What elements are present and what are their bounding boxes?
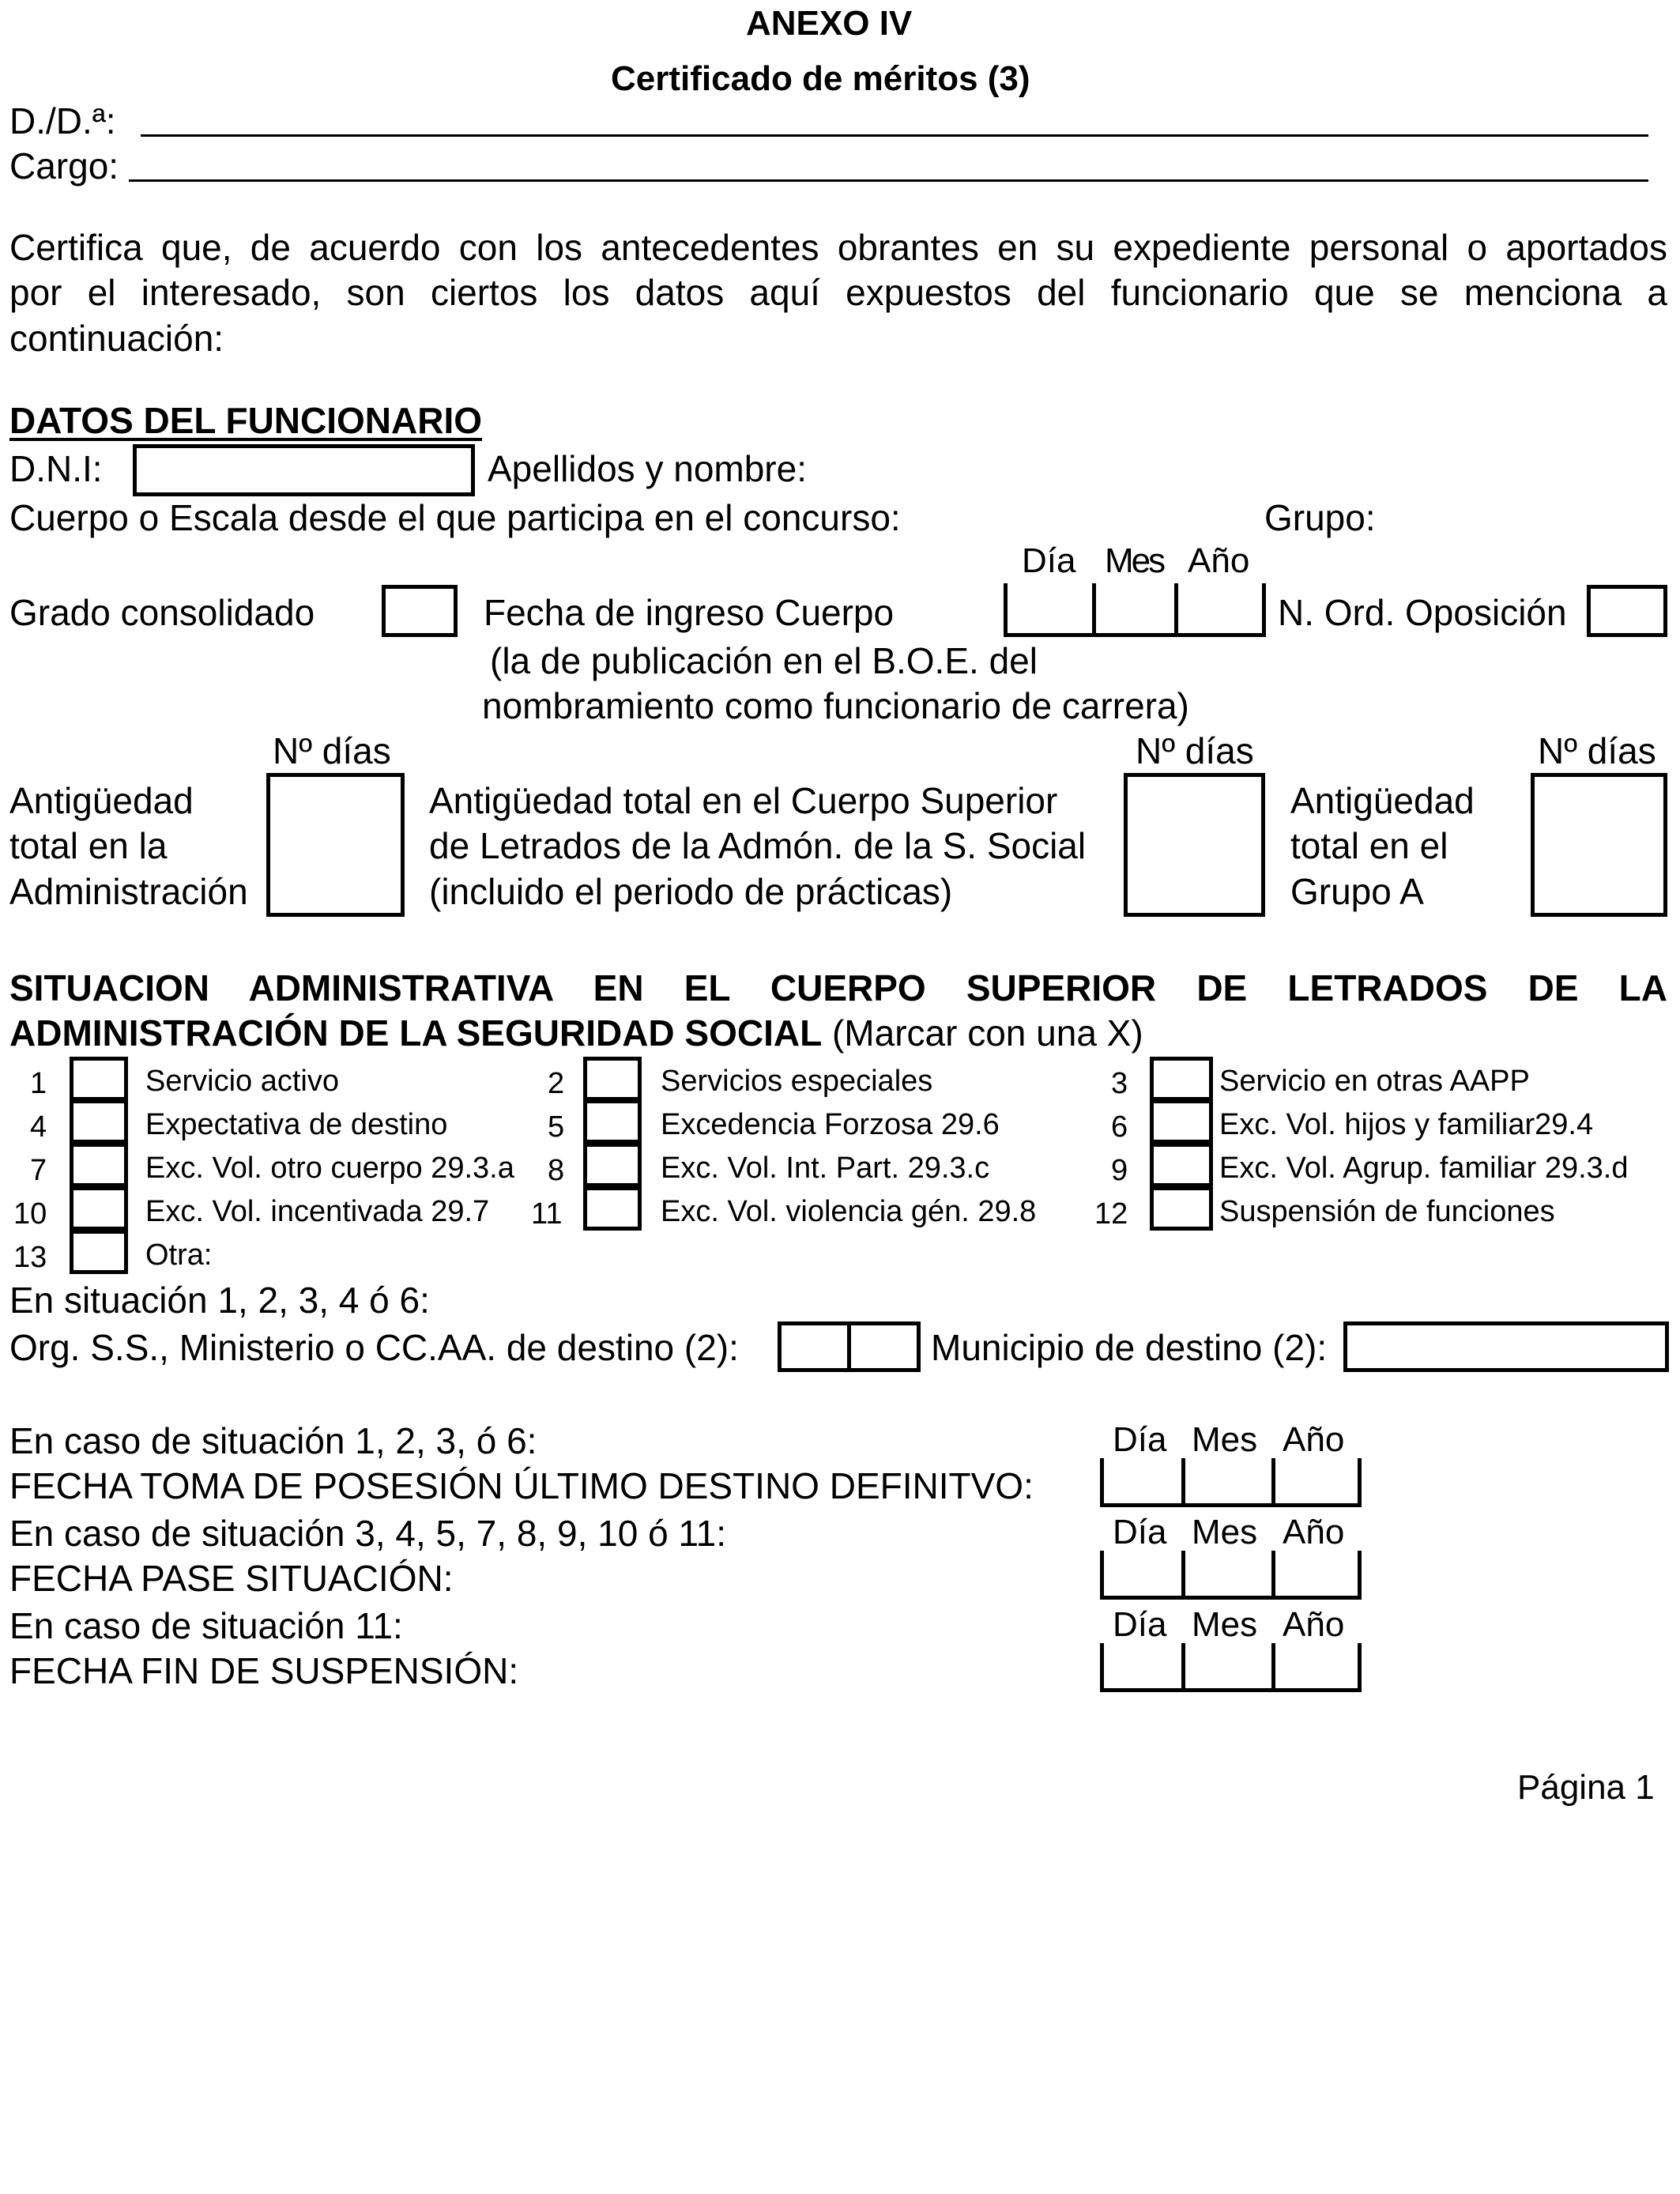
antig-admin-label-2: total en la xyxy=(9,825,168,866)
apellidos-label: Apellidos y nombre: xyxy=(488,448,807,489)
caso1-label: En caso de situación 1, 2, 3, ó 6: xyxy=(9,1420,537,1461)
fecha-ingreso-note-2: nombramiento como funcionario de carrera) xyxy=(482,685,1189,726)
dni-label: D.N.I: xyxy=(9,448,103,489)
option-checkbox-11[interactable] xyxy=(583,1186,642,1231)
option-checkbox-8[interactable] xyxy=(583,1143,642,1187)
caso3-anio-label: Año xyxy=(1283,1605,1345,1644)
caso2-label: En caso de situación 3, 4, 5, 7, 8, 9, 10 ó 11: xyxy=(9,1513,726,1554)
org-label: Org. S.S., Ministerio o CC.AA. de destino (2): xyxy=(9,1327,739,1368)
caso2-field-label: FECHA PASE SITUACIÓN: xyxy=(9,1558,454,1599)
intro-line-2: por el interesado, son ciertos los datos aquí expuestos del funcionario que se menciona a xyxy=(9,272,1667,313)
option-checkbox-10[interactable] xyxy=(70,1186,128,1231)
option-num-5: 5 xyxy=(548,1110,565,1144)
intro-line-1: Certifica que, de acuerdo con los antecedentes obrantes en su expediente personal o aportados xyxy=(9,227,1667,268)
caso1-mes-label: Mes xyxy=(1192,1420,1258,1459)
option-label-8: Exc. Vol. Int. Part. 29.3.c xyxy=(661,1152,990,1185)
situacion-heading-2: ADMINISTRACIÓN DE LA SEGURIDAD SOCIAL xyxy=(9,1012,823,1054)
option-checkbox-2[interactable] xyxy=(583,1057,642,1101)
caso2-mes-label: Mes xyxy=(1192,1513,1258,1551)
antig-admin-label-3: Administración xyxy=(9,871,248,912)
nord-field[interactable] xyxy=(1587,585,1667,637)
nord-label: N. Ord. Oposición xyxy=(1278,592,1567,633)
option-label-1: Servicio activo xyxy=(145,1065,339,1098)
cuerpo-label: Cuerpo o Escala desde el que participa en el concurso: xyxy=(9,497,901,538)
page-number: Página 1 xyxy=(1517,1768,1655,1807)
ingreso-anio-label: Año xyxy=(1188,541,1250,580)
caso2-dia-label: Día xyxy=(1113,1513,1167,1551)
grupo-label: Grupo: xyxy=(1264,497,1376,538)
grado-field[interactable] xyxy=(382,585,458,637)
antig-grupo-label-2: total en el xyxy=(1290,825,1448,866)
antig-cuerpo-label-1: Antigüedad total en el Cuerpo Superior xyxy=(429,780,1058,821)
antig-admin-field[interactable] xyxy=(266,773,405,917)
fecha-ingreso-note-1: (la de publicación en el B.O.E. del xyxy=(490,640,1038,681)
grado-label: Grado consolidado xyxy=(9,592,315,633)
municipio-field[interactable] xyxy=(1343,1321,1669,1372)
page-title: ANEXO IV xyxy=(746,4,913,43)
datos-heading: DATOS DEL FUNCIONARIO xyxy=(9,400,483,441)
option-checkbox-12[interactable] xyxy=(1150,1186,1213,1231)
option-label-10: Exc. Vol. incentivada 29.7 xyxy=(145,1195,490,1228)
option-num-9: 9 xyxy=(1111,1154,1128,1187)
caso1-field-label: FECHA TOMA DE POSESIÓN ÚLTIMO DESTINO DEFINITVO: xyxy=(9,1465,1034,1506)
option-label-4: Expectativa de destino xyxy=(145,1108,448,1141)
option-num-3: 3 xyxy=(1111,1067,1128,1100)
caso1-dia-label: Día xyxy=(1113,1420,1167,1459)
option-label-5: Excedencia Forzosa 29.6 xyxy=(661,1108,1000,1141)
option-checkbox-6[interactable] xyxy=(1150,1099,1213,1144)
caso3-field-label: FECHA FIN DE SUSPENSIÓN: xyxy=(9,1650,519,1691)
ndias-admin-label: Nº días xyxy=(273,730,391,771)
situacion-heading-2-wrap xyxy=(9,1012,1143,1054)
name-label: D./D.ª: xyxy=(9,100,116,141)
option-num-1: 1 xyxy=(30,1067,47,1100)
antig-cuerpo-label-3: (incluido el periodo de prácticas) xyxy=(429,871,953,912)
name-field[interactable] xyxy=(141,134,1648,137)
option-num-7: 7 xyxy=(30,1154,47,1187)
antig-cuerpo-field[interactable] xyxy=(1124,773,1265,917)
ndias-cuerpo-label: Nº días xyxy=(1136,730,1254,771)
option-checkbox-9[interactable] xyxy=(1150,1143,1213,1187)
option-num-13: 13 xyxy=(13,1241,47,1274)
option-num-2: 2 xyxy=(548,1067,565,1100)
option-label-2: Servicios especiales xyxy=(661,1065,933,1098)
antig-grupo-field[interactable] xyxy=(1531,773,1667,917)
situacion-heading-1: SITUACION ADMINISTRATIVA EN EL CUERPO SUPERIOR DE LETRADOS DE LA xyxy=(9,967,1667,1008)
option-label-12: Suspensión de funciones xyxy=(1219,1195,1555,1228)
option-checkbox-3[interactable] xyxy=(1150,1057,1213,1101)
cargo-label: Cargo: xyxy=(9,145,119,187)
option-num-10: 10 xyxy=(13,1197,47,1231)
option-checkbox-7[interactable] xyxy=(70,1143,128,1187)
intro-line-3: continuación: xyxy=(9,318,224,359)
caso3-label: En caso de situación 11: xyxy=(9,1605,403,1646)
caso3-dia-label: Día xyxy=(1113,1605,1167,1644)
caso3-mes-label: Mes xyxy=(1192,1605,1258,1644)
option-checkbox-5[interactable] xyxy=(583,1099,642,1144)
org-field-divider xyxy=(847,1321,851,1372)
cargo-field[interactable] xyxy=(129,179,1648,182)
option-num-4: 4 xyxy=(30,1110,47,1144)
antig-grupo-label-3: Grupo A xyxy=(1290,871,1424,912)
municipio-label: Municipio de destino (2): xyxy=(931,1327,1328,1368)
option-label-11: Exc. Vol. violencia gén. 29.8 xyxy=(661,1195,1037,1228)
option-num-12: 12 xyxy=(1094,1197,1128,1231)
antig-grupo-label-1: Antigüedad xyxy=(1290,780,1475,821)
option-num-11: 11 xyxy=(531,1197,563,1231)
option-label-3: Servicio en otras AAPP xyxy=(1219,1065,1530,1098)
page-subtitle: Certificado de méritos (3) xyxy=(611,59,1030,98)
option-num-6: 6 xyxy=(1111,1110,1128,1144)
option-checkbox-13[interactable] xyxy=(70,1230,128,1274)
situacion-heading-note: (Marcar con una X) xyxy=(822,1012,1143,1054)
ndias-grupo-label: Nº días xyxy=(1538,730,1656,771)
option-label-13: Otra: xyxy=(145,1238,213,1272)
fecha-ingreso-label: Fecha de ingreso Cuerpo xyxy=(484,592,895,633)
caso1-anio-label: Año xyxy=(1283,1420,1345,1459)
option-num-8: 8 xyxy=(548,1154,565,1187)
option-checkbox-1[interactable] xyxy=(70,1057,128,1101)
en-situacion-label: En situación 1, 2, 3, 4 ó 6: xyxy=(9,1280,430,1321)
caso2-anio-label: Año xyxy=(1283,1513,1345,1551)
option-label-9: Exc. Vol. Agrup. familiar 29.3.d xyxy=(1219,1152,1629,1185)
antig-admin-label-1: Antigüedad xyxy=(9,780,194,821)
antig-cuerpo-label-2: de Letrados de la Admón. de la S. Social xyxy=(429,825,1087,866)
ingreso-mes-label: Mes xyxy=(1105,541,1164,580)
ingreso-dia-label: Día xyxy=(1022,541,1076,580)
option-label-6: Exc. Vol. hijos y familiar29.4 xyxy=(1219,1108,1594,1141)
option-label-7: Exc. Vol. otro cuerpo 29.3.a xyxy=(145,1152,514,1185)
option-checkbox-4[interactable] xyxy=(70,1099,128,1144)
dni-field[interactable] xyxy=(133,444,475,496)
